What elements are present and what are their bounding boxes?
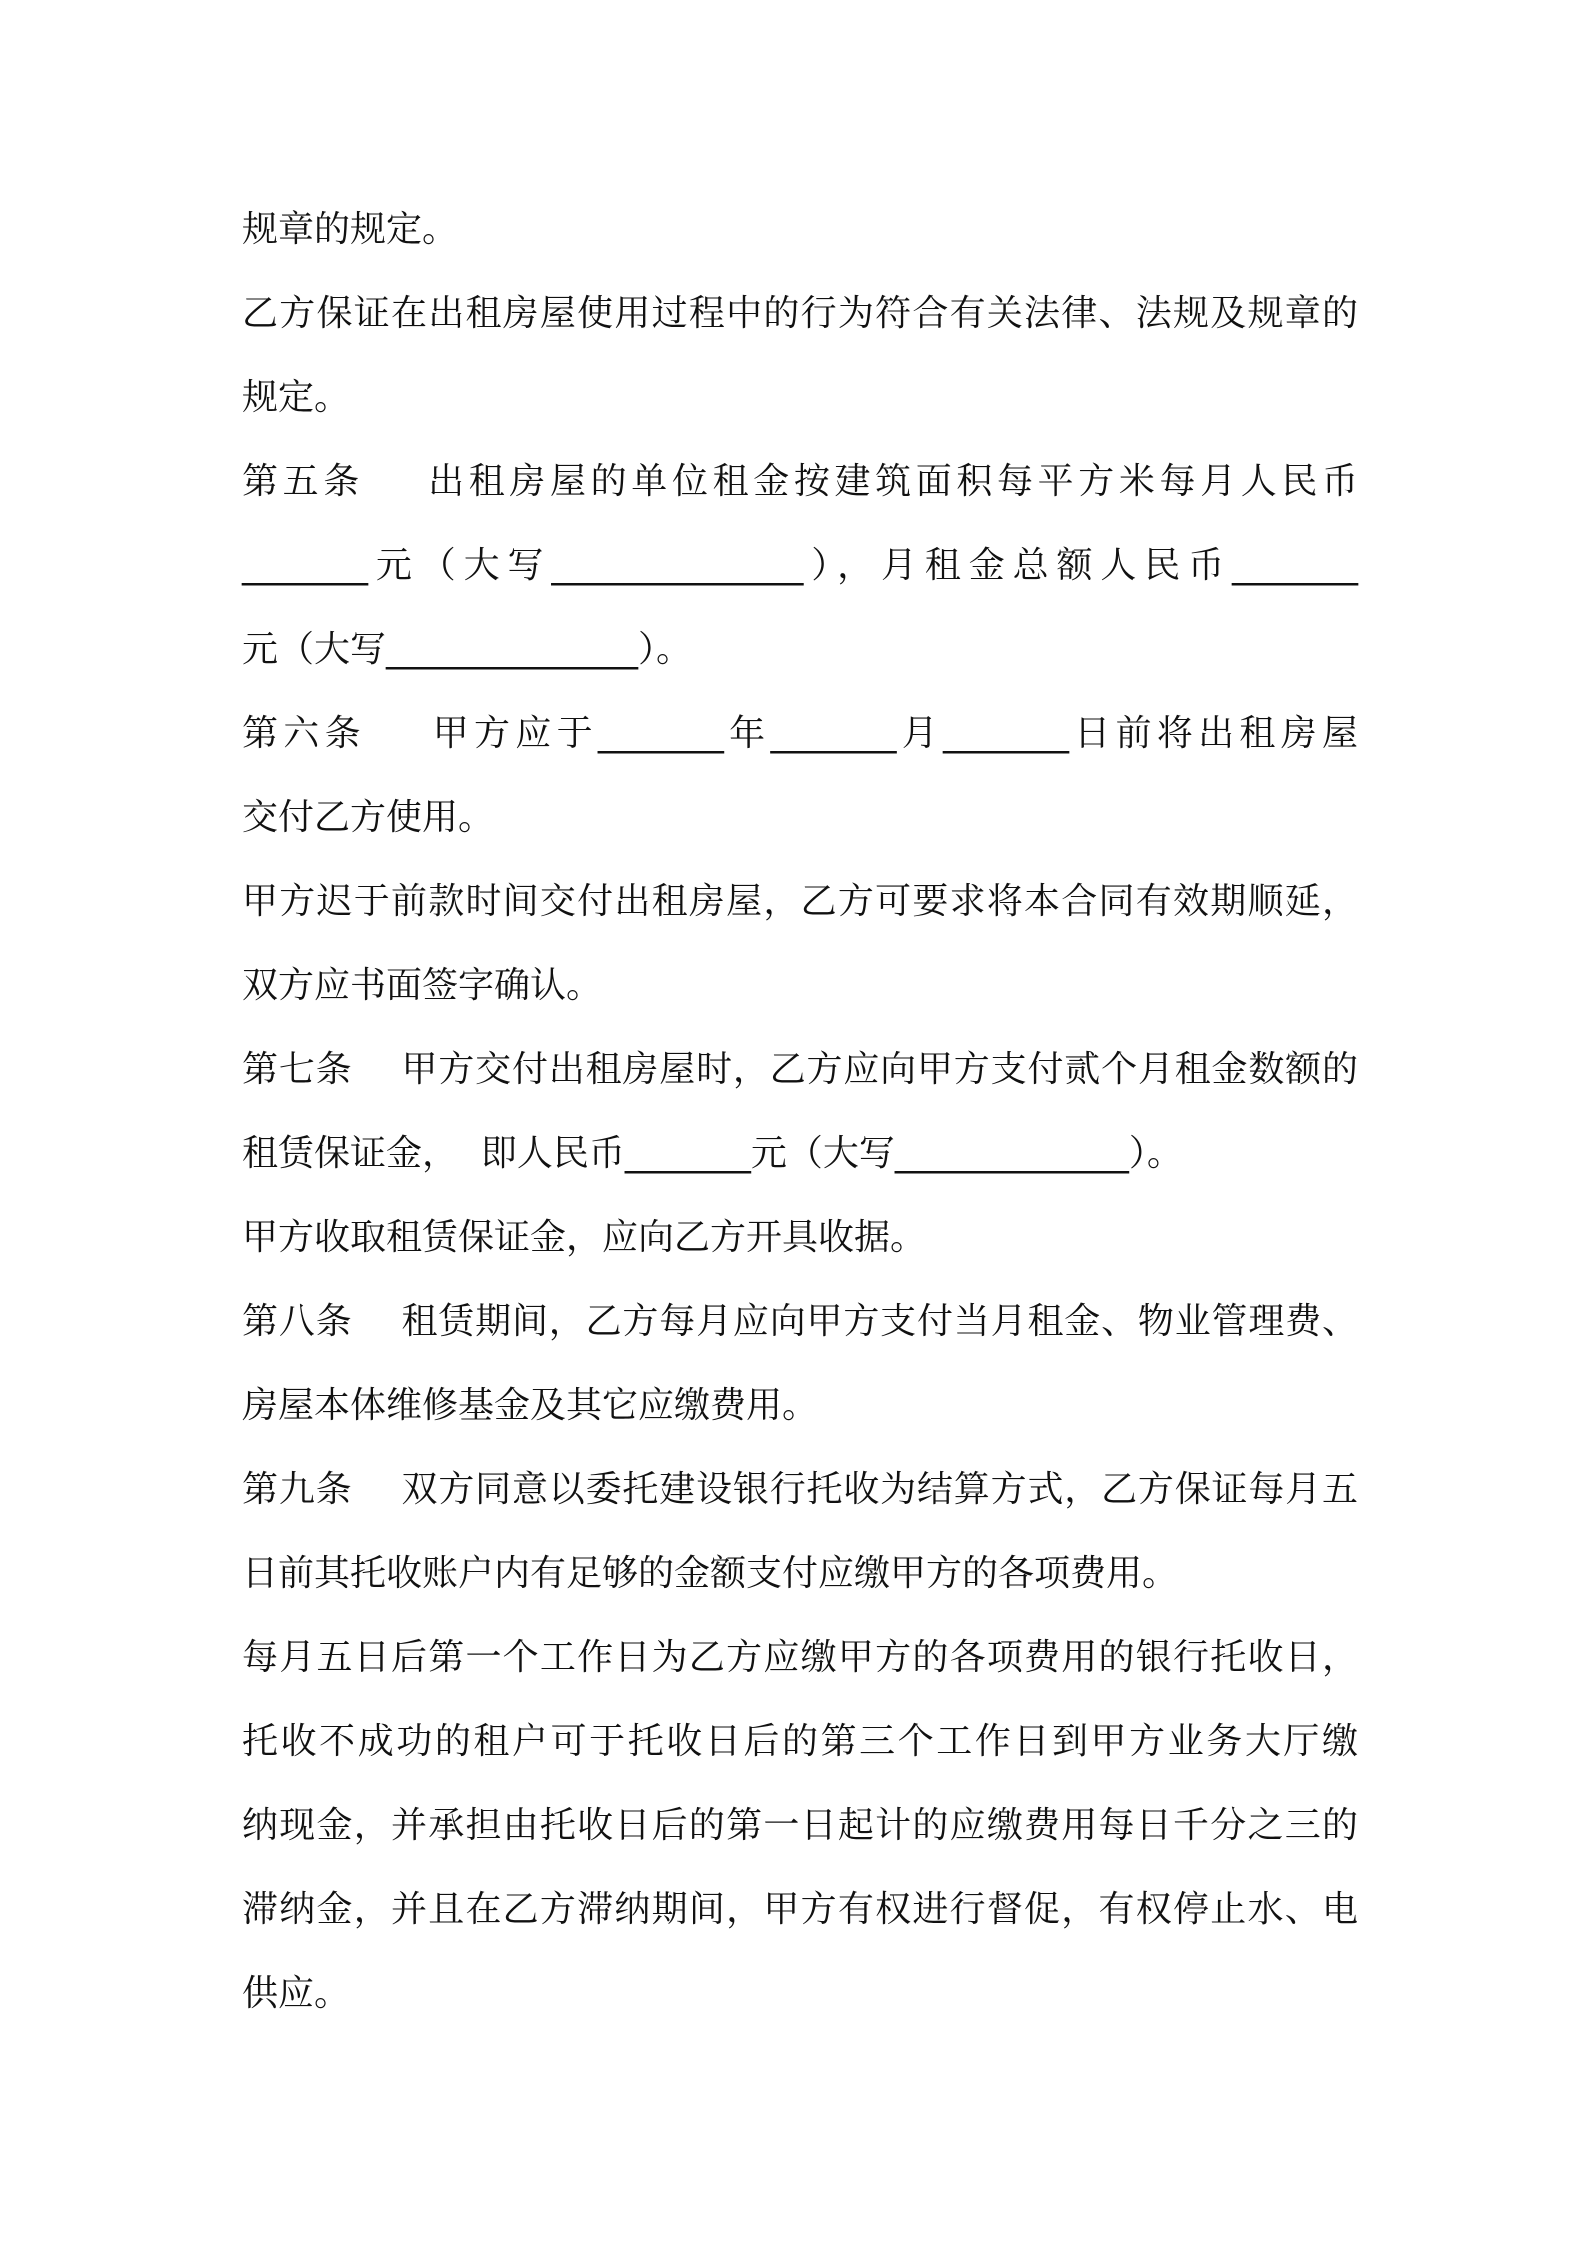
text-line: _______元（大写______________），月租金总额人民币_______ [242, 545, 1358, 586]
clause-5-heading-line: 第五条 出租房屋的单位租金按建筑面积每平方米每月人民币 [242, 461, 1358, 502]
text-line: 甲方收取租赁保证金，应向乙方开具收据。 [242, 1217, 927, 1258]
text-line: 每月五日后第一个工作日为乙方应缴甲方的各项费用的银行托收日， [242, 1637, 1358, 1678]
clause-9-heading-line: 第九条 双方同意以委托建设银行托收为结算方式，乙方保证每月五 [242, 1469, 1358, 1510]
text-line: 甲方迟于前款时间交付出租房屋，乙方可要求将本合同有效期顺延， [242, 881, 1358, 922]
text-line: 租赁保证金， 即人民币_______元（大写_____________）。 [242, 1133, 1183, 1174]
clause-6-heading-line: 第六条 甲方应于_______年_______月_______日前将出租房屋 [242, 713, 1358, 754]
text-line: 滞纳金，并且在乙方滞纳期间，甲方有权进行督促，有权停止水、电 [242, 1889, 1358, 1930]
contract-text [242, 188, 1358, 2036]
text-line: 日前其托收账户内有足够的金额支付应缴甲方的各项费用。 [242, 1553, 1179, 1594]
text-line: 规章的规定。 [242, 209, 459, 250]
clause-8-heading-line: 第八条 租赁期间，乙方每月应向甲方支付当月租金、物业管理费、 [242, 1301, 1358, 1342]
text-line: 纳现金，并承担由托收日后的第一日起计的应缴费用每日千分之三的 [242, 1805, 1358, 1846]
text-line: 交付乙方使用。 [242, 797, 495, 838]
text-line: 托收不成功的租户可于托收日后的第三个工作日到甲方业务大厅缴 [242, 1721, 1358, 1762]
text-line: 规定。 [242, 377, 351, 418]
clause-7-heading-line: 第七条 甲方交付出租房屋时，乙方应向甲方支付贰个月租金数额的 [242, 1049, 1358, 1090]
text-line: 房屋本体维修基金及其它应缴费用。 [242, 1385, 819, 1426]
text-line: 供应。 [242, 1973, 351, 2014]
text-line: 元（大写______________）。 [242, 629, 693, 670]
text-line: 乙方保证在出租房屋使用过程中的行为符合有关法律、法规及规章的 [242, 293, 1358, 334]
text-line: 双方应书面签字确认。 [242, 965, 603, 1006]
